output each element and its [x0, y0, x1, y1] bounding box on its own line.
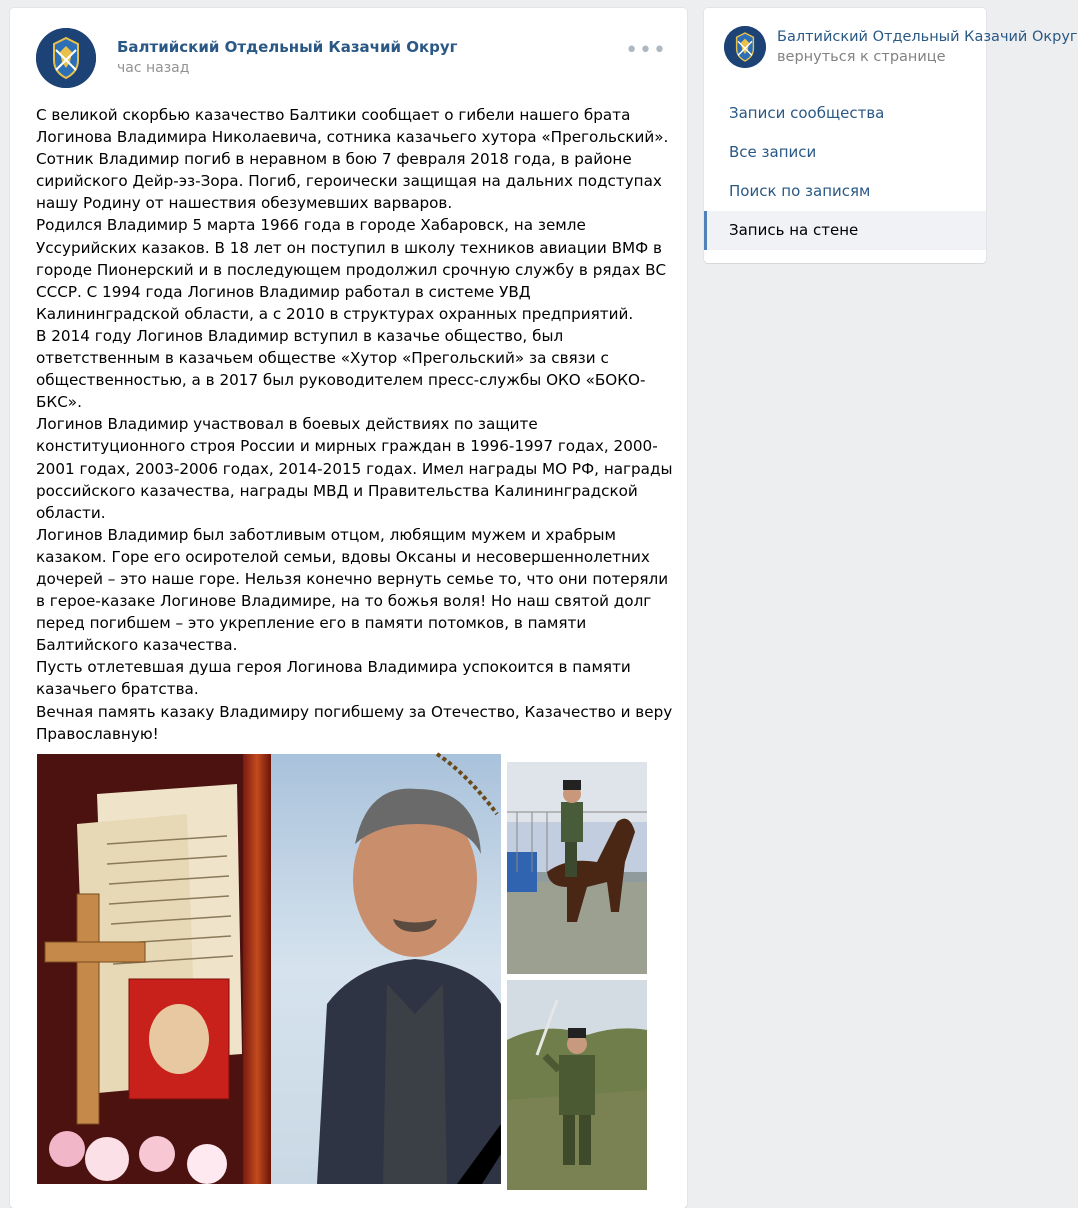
- cossack-with-saber-image: [507, 980, 647, 1190]
- cossack-emblem-icon: [36, 28, 96, 88]
- sidebar-item-wall-post[interactable]: Запись на стене: [704, 211, 986, 250]
- post-header: [36, 28, 667, 90]
- sidebar-panel: [704, 8, 1078, 263]
- post-paragraph: Логинов Владимир был заботливым отцом, любящим мужем и храбрым казаком. Горе его осиротелой семьи, вдовы Оксаны и несовершеннолетних дочерей – это наше горе. Нельзя конечно вернуть семье то, что они потеряли в герое-казаке Логинове Владимире, на то божья воля! Но наш святой долг перед погибшем – это укрепление его в памяти потомков, в памяти Балтийского казачества.: [36, 525, 669, 655]
- sidebar-item-community-posts[interactable]: Записи сообщества: [729, 104, 885, 122]
- community-avatar[interactable]: [36, 28, 96, 88]
- post-paragraph: Логинов Владимир участвовал в боевых действиях по защите конституционного строя России и мирных граждан в 1996-1997 годах, 2000-2001 годах, 2003-2006 годах, 2014-2015 годах. Имел награды МО РФ, награды российского казачества, награды МВД и Правительства Калининградской области.: [36, 415, 673, 522]
- post-text: [36, 104, 674, 745]
- sidebar-menu: [704, 94, 986, 250]
- back-to-page-link[interactable]: вернуться к странице: [777, 49, 946, 65]
- memorial-portrait-image: [37, 754, 501, 1184]
- sidebar-item-search-posts[interactable]: Поиск по записям: [729, 182, 871, 200]
- cossack-emblem-icon: [724, 26, 766, 68]
- post-author-link[interactable]: Балтийский Отдельный Казачий Округ: [117, 38, 458, 56]
- cossack-on-horse-image: [507, 762, 647, 974]
- post-paragraph: Родился Владимир 5 марта 1966 года в городе Хабаровск, на земле Уссурийских казаков. В 18 лет он поступил в школу техников авиации ВМФ в городе Пионерский и в последующем продолжил срочную службу в рядах ВС СССР. С 1994 года Логинов Владимир работал в системе УВД Калининградской области, а с 2010 в структурах охранных предприятий.: [36, 216, 667, 323]
- post-time[interactable]: час назад: [117, 60, 190, 76]
- sidebar-community-title[interactable]: Балтийский Отдельный Казачий Округ: [777, 29, 1078, 45]
- post-paragraph: Пусть отлетевшая душа героя Логинова Владимира успокоится в памяти казачьего братства.: [36, 658, 631, 699]
- horse-rider-photo[interactable]: [507, 762, 647, 974]
- post-paragraph: В 2014 году Логинов Владимир вступил в казачье общество, был ответственным в казачьем обществе «Хутор «Прегольский» за связи с общественностью, а в 2017 был руководителем пресс-службы ОКО «БОКО-БКС».: [36, 326, 646, 412]
- post-paragraph: Вечная память казаку Владимиру погибшему за Отечество, Казачество и веру Православную!: [36, 702, 673, 743]
- post-paragraph: С великой скорбью казачество Балтики сообщает о гибели нашего брата Логинова Владимира Николаевича, сотника казачьего хутора «Прегольский». Сотник Владимир погиб в неравном в бою 7 февраля 2018 года, в районе сирийского Дейр-эз-Зора. Погиб, героически защищая на дальних подступах нашу Родину от нашествия обезумевших варваров.: [36, 106, 669, 213]
- memorial-photo[interactable]: [37, 754, 501, 1184]
- saber-photo[interactable]: [507, 980, 647, 1190]
- wall-post: [10, 8, 687, 1208]
- sidebar-item-all-posts[interactable]: Все записи: [729, 143, 817, 161]
- sidebar-community-avatar[interactable]: [724, 26, 766, 68]
- more-dots-icon[interactable]: •••: [625, 38, 667, 63]
